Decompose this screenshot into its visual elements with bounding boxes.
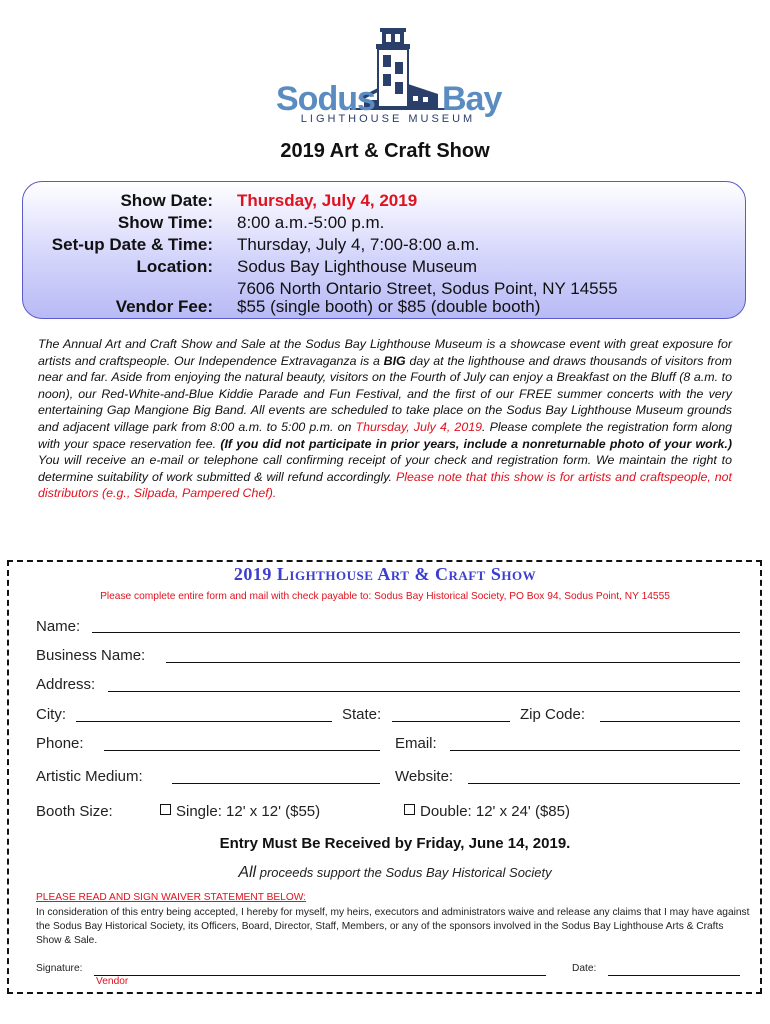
city-label: City: [36, 706, 66, 723]
date-field[interactable] [608, 975, 740, 976]
double-booth-label: Double: 12' x 24' ($85) [420, 803, 570, 820]
entry-deadline: Entry Must Be Received by Friday, June 14, 2019. [219, 835, 571, 852]
state-field[interactable] [392, 721, 510, 722]
info-row-show-time [23, 212, 747, 234]
date-label: Date: [572, 963, 597, 974]
info-value: Thursday, July 4, 2019 [237, 191, 418, 210]
address-field[interactable] [108, 691, 740, 692]
state-label: State: [342, 706, 382, 723]
info-row-show-date [23, 190, 747, 212]
intro-distributor-note: Please note that this show is for artists and craftspeople, not distributors (e.g., Silpada, Pampered Chef). [38, 469, 732, 501]
email-field[interactable] [450, 750, 740, 751]
info-value: 7606 North Ontario Street, Sodus Point, NY 14555 [237, 279, 618, 298]
address-label: Address: [36, 676, 96, 693]
intro-paragraph [38, 336, 732, 502]
intro-photo-note: (If you did not participate in prior years, include a nonreturnable photo of your work.) [220, 436, 732, 451]
info-label: Show Time: [117, 213, 213, 232]
name-field[interactable] [92, 632, 740, 633]
logo-brand-left: Sodus [276, 80, 375, 118]
proceeds-all: All [238, 864, 257, 881]
business-name-label: Business Name: [36, 647, 146, 664]
logo-tagline: LIGHTHOUSE MUSEUM [300, 113, 476, 125]
info-label: Vendor Fee: [115, 297, 213, 316]
name-label: Name: [36, 618, 81, 635]
info-row-setup [23, 234, 747, 256]
website-field[interactable] [468, 783, 740, 784]
single-booth-label: Single: 12' x 12' ($55) [176, 803, 321, 820]
website-label: Website: [395, 768, 454, 785]
email-label: Email: [395, 735, 437, 752]
intro-text: . Please complete the registration form along with your space reservation fee. [38, 419, 732, 451]
info-label: Show Date: [120, 191, 213, 210]
logo-brand-right: Bay [442, 80, 502, 118]
intro-big: BIG [383, 353, 406, 368]
intro-date: Thursday, July 4, 2019 [355, 419, 482, 434]
artistic-medium-field[interactable] [172, 783, 380, 784]
proceeds-text: proceeds support the Sodus Bay Historical Society [256, 865, 552, 880]
vendor-label: Vendor [96, 976, 129, 987]
single-booth-option[interactable] [160, 803, 320, 820]
info-value: Sodus Bay Lighthouse Museum [237, 257, 478, 276]
zip-code-label: Zip Code: [520, 706, 586, 723]
booth-size-label: Booth Size: [36, 803, 113, 820]
city-field[interactable] [76, 721, 332, 722]
phone-label: Phone: [36, 735, 84, 752]
signature-label: Signature: [36, 963, 83, 974]
info-label: Set-up Date & Time: [51, 235, 213, 254]
signature-field[interactable] [94, 975, 546, 976]
checkbox-icon[interactable] [160, 804, 171, 815]
page-title: 2019 Art & Craft Show [280, 140, 490, 162]
waiver-heading: PLEASE READ AND SIGN WAIVER STATEMENT BELOW: [36, 892, 307, 903]
double-booth-option[interactable] [404, 803, 570, 820]
info-value: $55 (single booth) or $85 (double booth) [237, 297, 541, 316]
info-value: Thursday, July 4, 7:00-8:00 a.m. [237, 235, 480, 254]
museum-logo [270, 22, 500, 130]
intro-text: The Annual Art and Craft Show and Sale at the Sodus Bay Lighthouse Museum is a showcase event with great exposure for artists and craftspeople. Our Independence Extravaganza is a [38, 337, 732, 368]
form-title: 2019 Lighthouse Art & Craft Show [233, 564, 537, 584]
proceeds-note [0, 864, 770, 882]
info-value: 8:00 a.m.-5:00 p.m. [237, 213, 385, 232]
phone-field[interactable] [104, 750, 380, 751]
info-row-location [23, 256, 747, 278]
business-name-field[interactable] [166, 662, 740, 663]
artistic-medium-label: Artistic Medium: [36, 768, 143, 785]
info-row-vendor-fee [23, 296, 747, 318]
show-info-box [22, 181, 746, 319]
waiver-statement: In consideration of this entry being accepted, I hereby for myself, my heirs, executors and administrators waive and release any claims that I may have against the Sodus Bay Historical Society, its Officers, Board, Director, Staff, Members, or any of the sponsors involved in the Sodus Bay Lighthouse Arts & Crafts Show & Sale. [36, 907, 750, 946]
checkbox-icon[interactable] [404, 804, 415, 815]
form-subtitle: Please complete entire form and mail with check payable to: Sodus Bay Historical Society, PO Box 94, Sodus Point, NY 14555 [100, 591, 670, 602]
intro-text: day at the lighthouse and draws thousands of visitors from near and far. Aside from enjoying the natural beauty, visitors on the Fourth of July can enjoy a Breakfast on the Bluff (8 a.m. to noon), our Red-White-and-Blue Kiddie Parade and Fun Festival, and the first of our FREE summer concerts with the very entertaining Gap Mangione Big Band. All events are scheduled to take place on the Sodus Bay Lighthouse Museum grounds and adjacent village park from 8:00 a.m. to 5:00 p.m. on [38, 353, 732, 434]
info-label: Location: [136, 257, 213, 276]
intro-text: You will receive an e-mail or telephone call confirming receipt of your check and registration form. We maintain the right to determine suitability of work submitted & will refund accordingly. [38, 453, 732, 484]
zip-code-field[interactable] [600, 721, 740, 722]
